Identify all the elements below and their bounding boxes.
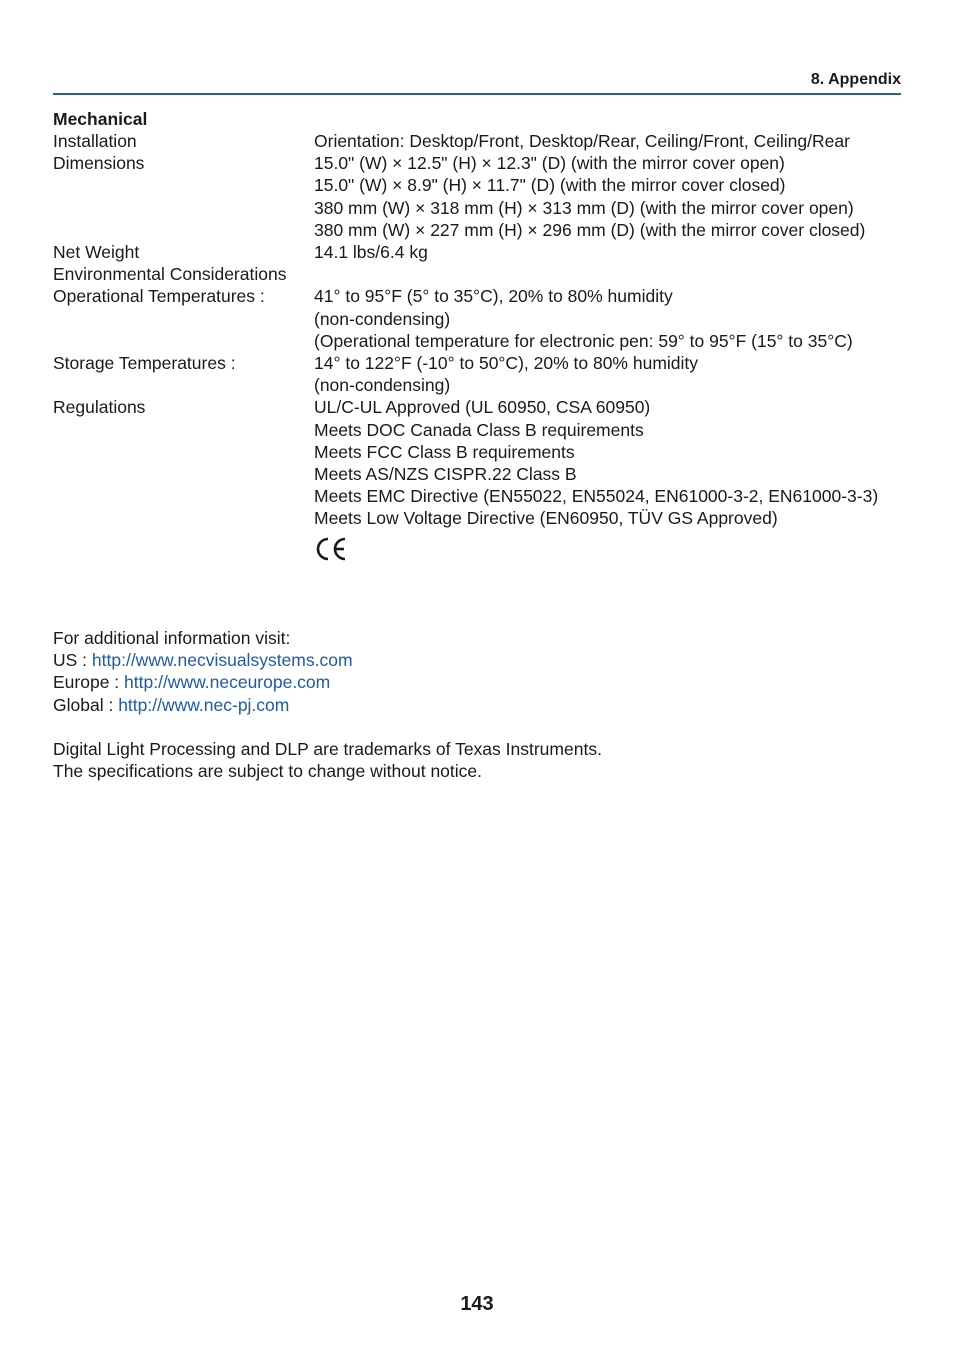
spec-values xyxy=(314,352,913,396)
spec-values xyxy=(314,285,913,352)
global-label: Global : xyxy=(53,694,119,715)
spec-value: Meets AS/NZS CISPR.22 Class B xyxy=(314,464,577,485)
section-header: 8. Appendix xyxy=(810,71,901,88)
spec-value: Meets DOC Canada Class B requirements xyxy=(314,419,644,440)
spec-value: Meets Low Voltage Directive (EN60950, TÜV GS Approved) xyxy=(314,508,778,529)
spec-values xyxy=(314,130,913,152)
spec-value: 15.0" (W) × 12.5" (H) × 12.3" (D) (with the mirror cover open) xyxy=(314,153,785,174)
trademark-notes xyxy=(53,738,602,782)
page-number: 143 xyxy=(460,1293,494,1315)
spec-label: Storage Temperatures : xyxy=(53,353,236,374)
ce-mark-icon xyxy=(314,536,913,562)
spec-row-operational-temp xyxy=(53,285,913,352)
info-global-line xyxy=(53,694,353,716)
us-label: US : xyxy=(53,650,92,671)
spec-row-net-weight xyxy=(53,241,913,263)
additional-info xyxy=(53,627,353,716)
spec-value: 380 mm (W) × 318 mm (H) × 313 mm (D) (with the mirror cover open) xyxy=(314,197,854,218)
spec-value: Meets EMC Directive (EN55022, EN55024, EN61000-3-2, EN61000-3-3) xyxy=(314,486,879,507)
spec-value: (non-condensing) xyxy=(314,308,451,329)
spec-value: (non-condensing) xyxy=(314,375,451,396)
spec-label: Net Weight xyxy=(53,242,140,263)
us-link[interactable]: http://www.necvisualsystems.com xyxy=(91,650,353,671)
spec-value: 15.0" (W) × 8.9" (H) × 11.7" (D) (with the mirror cover closed) xyxy=(314,175,786,196)
spec-label: Regulations xyxy=(53,397,146,418)
spec-value: 14.1 lbs/6.4 kg xyxy=(314,242,428,263)
spec-label: Environmental Considerations xyxy=(53,264,287,285)
spec-value: 14° to 122°F (-10° to 50°C), 20% to 80% humidity xyxy=(314,353,699,374)
header-divider xyxy=(53,93,901,95)
info-us-line xyxy=(53,649,353,671)
info-intro: For additional information visit: xyxy=(53,628,291,648)
spec-values xyxy=(314,152,913,241)
spec-values xyxy=(314,396,913,561)
global-link[interactable]: http://www.nec-pj.com xyxy=(118,694,290,715)
spec-table xyxy=(53,130,913,562)
spec-label: Installation xyxy=(53,131,137,151)
europe-label: Europe : xyxy=(53,672,125,693)
info-europe-line xyxy=(53,671,353,693)
mechanical-heading: Mechanical xyxy=(53,109,148,129)
spec-value: (Operational temperature for electronic pen: 59° to 95°F (15° to 35°C) xyxy=(314,330,853,351)
spec-value: Meets FCC Class B requirements xyxy=(314,441,575,462)
spec-value xyxy=(314,263,913,285)
spec-row-regulations xyxy=(53,396,913,561)
trademark-note: Digital Light Processing and DLP are trademarks of Texas Instruments. xyxy=(53,739,602,759)
spec-label: Operational Temperatures : xyxy=(53,286,265,307)
spec-value: UL/C-UL Approved (UL 60950, CSA 60950) xyxy=(314,397,651,418)
europe-link[interactable]: http://www.neceurope.com xyxy=(124,672,331,693)
spec-row-environmental xyxy=(53,263,913,285)
spec-row-installation xyxy=(53,130,913,152)
change-notice: The specifications are subject to change without notice. xyxy=(53,761,482,782)
spec-values xyxy=(314,241,913,263)
spec-label: Dimensions xyxy=(53,153,145,174)
spec-values xyxy=(314,263,913,285)
spec-row-storage-temp xyxy=(53,352,913,396)
spec-value: Orientation: Desktop/Front, Desktop/Rear, Ceiling/Front, Ceiling/Rear xyxy=(314,131,850,151)
spec-value: 41° to 95°F (5° to 35°C), 20% to 80% humidity xyxy=(314,286,673,307)
spec-value: 380 mm (W) × 227 mm (H) × 296 mm (D) (with the mirror cover closed) xyxy=(314,219,866,240)
spec-row-dimensions xyxy=(53,152,913,241)
